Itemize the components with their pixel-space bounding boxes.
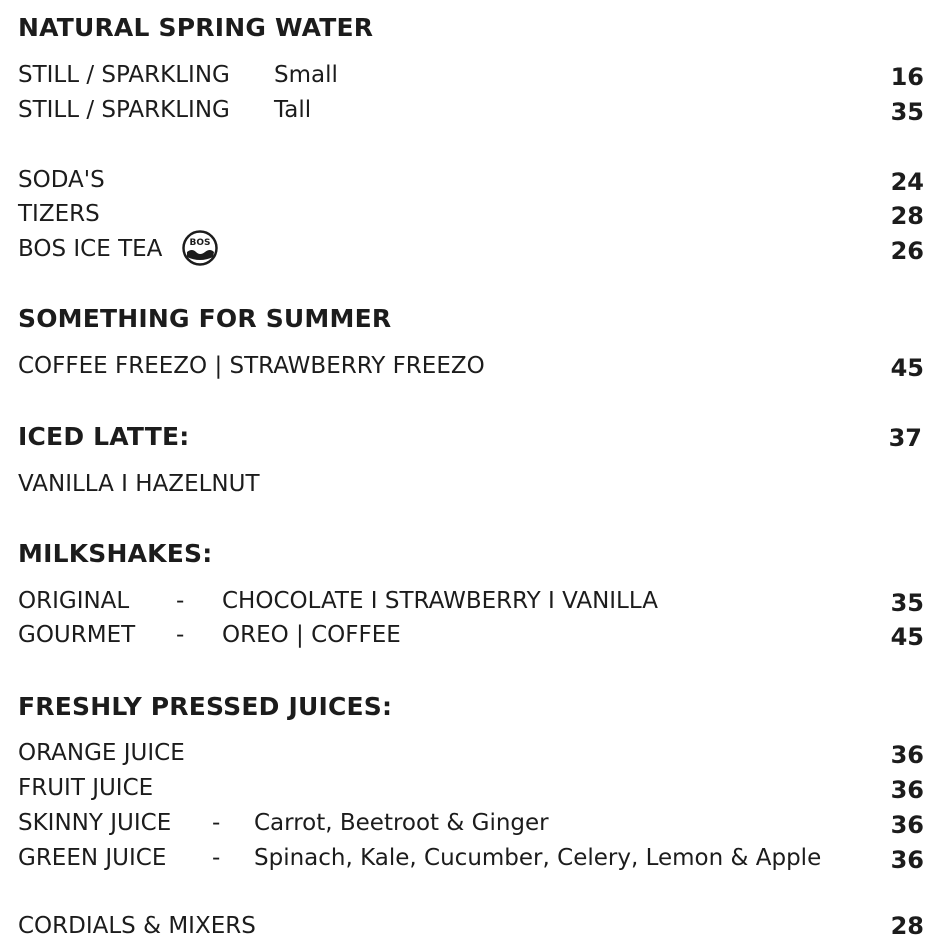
menu-item-detail: OREO | COFFEE (222, 622, 401, 648)
menu-item-detail: Carrot, Beetroot & Ginger (254, 810, 549, 836)
menu-item-detail: Spinach, Kale, Cucumber, Celery, Lemon & Apple (254, 845, 822, 871)
menu-item-dash: - (176, 588, 185, 614)
menu-item-dash: - (212, 810, 221, 836)
menu-item-price: 45 (890, 354, 924, 382)
menu-item-name: SODA'S (18, 167, 105, 193)
bos-logo-text: BOS (189, 238, 211, 248)
menu-item-price: 28 (890, 912, 924, 940)
menu-item-dash: - (212, 845, 221, 871)
section-heading-summer: SOMETHING FOR SUMMER (18, 304, 392, 333)
menu-item-price: 35 (890, 589, 924, 617)
menu-item-name: ORIGINAL (18, 588, 130, 614)
menu-item-name: GREEN JUICE (18, 845, 167, 871)
menu-item-name: ORANGE JUICE (18, 740, 185, 766)
drinks-menu (18, 0, 924, 938)
menu-item-price: 37 (888, 424, 922, 452)
menu-item-detail: CHOCOLATE I STRAWBERRY I VANILLA (222, 588, 658, 614)
menu-item-price: 36 (890, 741, 924, 769)
menu-item-name: STILL / SPARKLING (18, 62, 230, 88)
menu-item-price: 16 (890, 63, 924, 91)
menu-item-price: 36 (890, 846, 924, 874)
section-heading-juices: FRESHLY PRESSED JUICES: (18, 692, 393, 721)
menu-item-flavours: VANILLA I HAZELNUT (18, 471, 260, 497)
menu-item-size: Small (274, 62, 338, 88)
menu-item-name: STILL / SPARKLING (18, 97, 230, 123)
section-heading-iced-latte: ICED LATTE: (18, 422, 190, 451)
menu-item-name: TIZERS (18, 201, 100, 227)
menu-item-price: 36 (890, 776, 924, 804)
menu-item-name: BOS ICE TEA (18, 236, 163, 262)
menu-item-price: 36 (890, 811, 924, 839)
menu-item-price: 24 (890, 168, 924, 196)
section-heading-water: NATURAL SPRING WATER (18, 13, 374, 42)
menu-item-size: Tall (274, 97, 312, 123)
menu-item-dash: - (176, 622, 185, 648)
section-heading-milkshakes: MILKSHAKES: (18, 539, 213, 568)
menu-item-name: CORDIALS & MIXERS (18, 913, 256, 939)
menu-item-price: 28 (890, 202, 924, 230)
menu-item-name: SKINNY JUICE (18, 810, 172, 836)
menu-item-price: 35 (890, 98, 924, 126)
menu-item-price: 26 (890, 237, 924, 265)
menu-item-name: FRUIT JUICE (18, 775, 154, 801)
menu-item-price: 45 (890, 623, 924, 651)
menu-item-name: COFFEE FREEZO | STRAWBERRY FREEZO (18, 353, 485, 379)
bos-logo-icon (182, 230, 218, 266)
menu-item-name: GOURMET (18, 622, 136, 648)
